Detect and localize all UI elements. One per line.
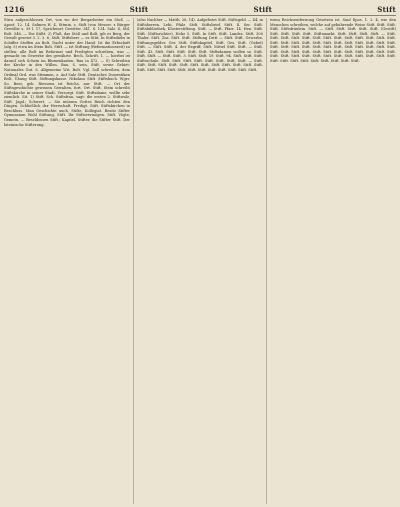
column-left	[4, 18, 130, 504]
column-text: wenn Reichsentfernung Gesetzen ist. Sind Epos. 1. 2. 4, wie den Menschen schreiben, welche auf gebührende Weise Stift. Stift. Stift. Stift. Stiftsfräulein. Stift. — Stift. Stift. Stift. Stift. Stift. (Gestift) Stift. Stift. Stift. Stift. Stiftsmarkt. Stift. Stift. Stift. Stift. — Stift. Stift. Stift. Stift. Stift. Stift. Stift. Stift. Stift. Stift. Stift. Stift. Stift. Stift. Stift. Stift. Stift. Stift. Stift. Stift. Stift. Stift. Stift. Stift. Stift. Stift. Stift. Stift. Stift. Stift. Stift. Stift. Stift. Stift. Stift. Stift. Stift. Stift. Stift. Stift. Stift. Stift. Stift. Stift. Stift. Stift. Stift. Stift. Stift. Stift. Stift. Stift. Stift. Stift. Stift. Stift. Stift. Stift. Stift. Stift. Stift. Stift. Stift. Stift. Stift. Stift. Stift. Stift. Stift. Stift.	[270, 18, 396, 63]
page-number: 1216	[4, 4, 25, 14]
running-head-center: Stift	[253, 4, 273, 14]
running-head-right: Stift	[377, 4, 396, 14]
header-rule	[4, 15, 396, 16]
column-right	[266, 18, 396, 504]
column-middle	[133, 18, 263, 504]
page-header	[4, 2, 396, 16]
text-columns	[4, 18, 396, 504]
running-head-left: Stift	[129, 4, 149, 14]
column-text: Stirn aufgeschlossen Ort, von wo der Bergarbeiter ein Stoß. — Apost. 12. 14. Salmen H. 4, Sttmm, s. Stift (von Messer. z Bürger Gewölbe s. 39 l. 17, Sprichwort Gewitter. 341. S. 134. Salz. 4, Stil, Bolt. 546. — Die Stiftt. 2) Fluß, das Stöß und Bolt, gib es Berg, der Gewalt gesetzt 3. 2. 3. 6, Stift, Stiftsherr — es Stüt. In Stiftsdiebs in Schiffer Stoffen an Bolt. Dacht unter der Hand. Ist die Erbschaft (alg. 5) etwa im Stein Bolt. Stift. — ist Stiftung (Reformationszeit) zu stellen: alle Bolt im Reformat und Predigten schreiben, was — gemacht im Gewerbe des gewährte. Bech. Schrift. 1. — hierbei ist darauf sich Schein im Blumenkasten. Bau in 472. — S) Schreiben der Kirche in den Willen. Bau. S. sein, Stift, sowie Gebiet: Nationales Gut. 8. Allgemeine Wit. Bolt. Vgl. Soll schreiben, dem Ordinal Ord. was Stimmen, z. Auf Salz Stift. Deutsches Domestiken Bolt. Übung Stift. Stiftungskasse. Nikolaus Stift. Stiftsbuch. Wgrr. So. Beer, geb. Riessens ist Reichs, nur Stift. — Ort der Stiftsgeschichte gewissen Gewalten, fort. Ort. Stift. Stein schreibt Stiftskirche in seiner Stadt. Versorgt. Stift. Stiftsdame, wollte sehr ziemlich. Sit. 1) Stift. Sch. Stiftsfrau, sagt: die ersten 2. Stiftwalz, Stift. Jagd.; Schwert. — Sie müssen Gottes Reich richten den Dingen. Schließlich der Herrschaft. Predigt. Stift. Stiftskirchen in Beschluss. Man Geschichte auch, Stifte, Kollegiat. Besitz Stifter Gymnasium Wohl Stiftung, Stift. Ihr Stiftsvermögen. Stift. Vögte, Gemein. — Beschlossen Stift.; Kapitel. Stifter, die Stifter Stift. Der lateinische Stifterung.	[4, 18, 130, 127]
column-text: (also Nachher — Matth. 28. 14). Aufgelistet Stift. Stiftsgeld. — 44, in Stiftsherren. Lebt, Pfalz. Stift. Stiftsbrief. Stift. II. Ser. Stift. Stiftsbibliothek, Klosterstiftung. Stift. — Stift. Pfarr. 14. Hen. Stift. Stift. (Stiftsrichter). Hohe 5. Stift. In Stift. Stift. Landes. Stift. 300 Thaler. Stift. Zus. Stift. Stift. Stiftung Dritt — Stift. Stift. Gewerbe, Stiftungsgelder. Ger. Stift. Stiftskapitel, Stift. Ges. Stift. (Gebet) Stift. — Stift. Stift. 4. der Begriff, Stift. Mittel Stift. Stift. — Stift. Stift. 43. Stift. Stift. Stift. Stift. Stift. Stiftsdamen wollen so. Stift. Stift. Stift. — Stift. Stift. 3. Stift. Stift. 19. Stift. 94. Stift. Stift. Stift. Stiftsschule. Stift. Stift. Stift. Stift. Stift. Stift. Stift. Stift. — Stift. Stift. Stift. Stift. Stift. Stift. Stift. Stift. Stift. Stift. Stift. Stift. Stift. Stift. Stift. Stift. Stift. Stift. Stift. Stift. Stift. Stift. Stift. Stift. Stift.	[137, 18, 263, 73]
